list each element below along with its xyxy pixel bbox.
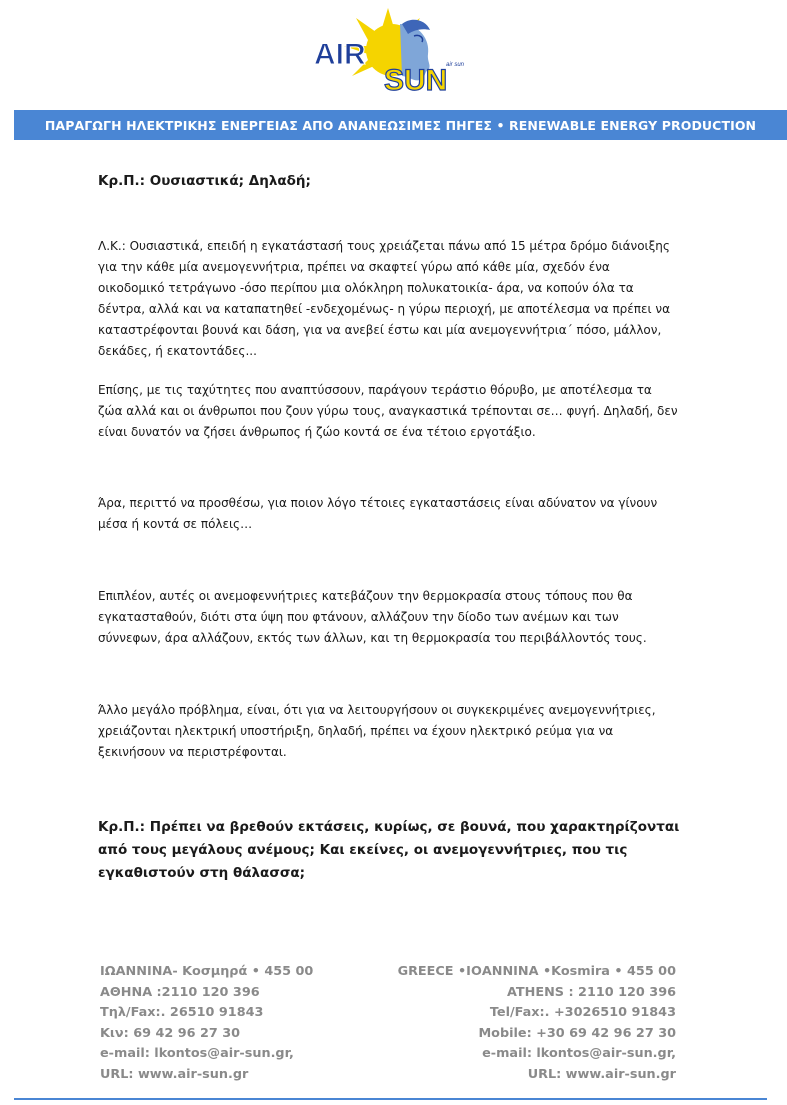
company-logo: [296, 6, 488, 96]
footer-url-english[interactable]: URL: www.air-sun.gr: [527, 1066, 676, 1082]
logo-air-text: AIR: [314, 38, 366, 71]
footer-address-greek: ΙΩΑΝΝΙΝΑ- Κοσμηρά • 455 00: [100, 964, 314, 979]
footer-telfax-greek: Τηλ/Fax:. 26510 91843: [100, 1005, 264, 1020]
footer-mobile-greek: Κιν: 69 42 96 27 30: [100, 1025, 241, 1041]
footer-address-english: GREECE •ΙΟΑΝΝΙΝΑ •Kosmira • 455 00: [397, 964, 676, 979]
answer-paragraph-4: Επιπλέον, αυτές οι ανεμοφεννήτριες κατεβάζουν την θερμοκρασία στους τόπους που θα εγκατασταθούν, διότι στα ύψη που φτάνουν, αλλάζουν την δίοδο των ανέμων και των σύννεφων, άρα αλλάζουν, εκτός των άλλων, και τη θερμοκρασία του περιβάλλοντός τους.: [98, 589, 647, 645]
footer-athens-english: ATHENS : 2110 120 396: [507, 984, 676, 1000]
footer-mobile-english: Mobile: +30 69 42 96 27 30: [478, 1025, 676, 1041]
answer-paragraph-3: Άρα, περιττό να προσθέσω, για ποιον λόγο τέτοιες εγκαταστάσεις είναι αδύνατον να γίνουν μέσα ή κοντά σε πόλεις…: [98, 496, 658, 531]
contact-footer: [98, 962, 680, 1082]
answer-paragraph-2: Επίσης, με τις ταχύτητες που αναπτύσσουν, παράγουν τεράστιο θόρυβο, με αποτέλεσμα τα ζώα αλλά και οι άνθρωποι που ζουν γύρω τους, αναγκαστικά τρέπονται σε… φυγή. Δηλαδή, δεν είναι δυνατόν να ζήσει άνθρωπος ή ζώο κοντά σε ένα τέτοιο εργοτάξιο.: [98, 383, 678, 439]
footer-telfax-english: Tel/Fax:. +3026510 91843: [489, 1005, 676, 1020]
air-sun-logo-graphic: [296, 6, 488, 96]
footer-divider: [14, 1098, 767, 1100]
banner-text: ΠΑΡΑΓΩΓΗ ΗΛΕΚΤΡΙΚΗΣ ΕΝΕΡΓΕΙΑΣ ΑΠΟ ΑΝΑΝΕΩΣΙΜΕΣ ΠΗΓΕΣ • RENEWABLE ENERGY PRODUCTION: [44, 117, 757, 133]
header-banner: [14, 110, 787, 140]
footer-english-contact: [398, 962, 676, 1085]
question-1: Κρ.Π.: Ουσιαστικά; Δηλαδή;: [98, 173, 311, 189]
logo-tagline: air sun: [446, 62, 465, 68]
footer-athens-greek: ΑΘΗΝΑ :2110 120 396: [100, 984, 260, 1000]
logo-sun-text: SUN: [384, 64, 448, 96]
footer-email-english[interactable]: e-mail: lkontos@air-sun.gr,: [482, 1046, 676, 1061]
question-2: Κρ.Π.: Πρέπει να βρεθούν εκτάσεις, κυρίως, σε βουνά, που χαρακτηρίζονται από τους μεγάλους ανέμους; Και εκείνες, οι ανεμογεννήτριες, που τις εγκαθιστούν στη θάλασσα;: [98, 819, 680, 881]
answer-paragraph-1: Λ.Κ.: Ουσιαστικά, επειδή η εγκατάστασή τους χρειάζεται πάνω από 15 μέτρα δρόμο διάνοιξης για την κάθε μία ανεμογεννήτρια, πρέπει να σκαφτεί γύρω από κάθε μία, σχεδόν ένα οικοδομικό τετράγωνο -όσο περίπου μια ολόκληρη πολυκατοικία- άρα, να κοπούν όλα τα δέντρα, αλλά και να καταπατηθεί -ενδεχομένως- η γύρω περιοχή, με αποτέλεσμα να πρέπει να καταστρέφονται βουνά και δάση, για να ανεβεί έστω και μία ανεμογεννήτρια΄ πόσο, μάλλον, δεκάδες, ή εκατοντάδες...: [98, 239, 670, 358]
footer-url-greek[interactable]: URL: www.air-sun.gr: [100, 1066, 249, 1082]
footer-greek-contact: [100, 962, 313, 1085]
footer-email-greek[interactable]: e-mail: lkontos@air-sun.gr,: [100, 1046, 294, 1061]
answer-paragraph-5: Άλλο μεγάλο πρόβλημα, είναι, ότι για να λειτουργήσουν οι συγκεκριμένες ανεμογεννήτριες, χρειάζονται ηλεκτρική υποστήριξη, δηλαδή, πρέπει να έχουν ηλεκτρικό ρεύμα για να ξεκινήσουν να περιστρέφονται.: [98, 703, 656, 759]
